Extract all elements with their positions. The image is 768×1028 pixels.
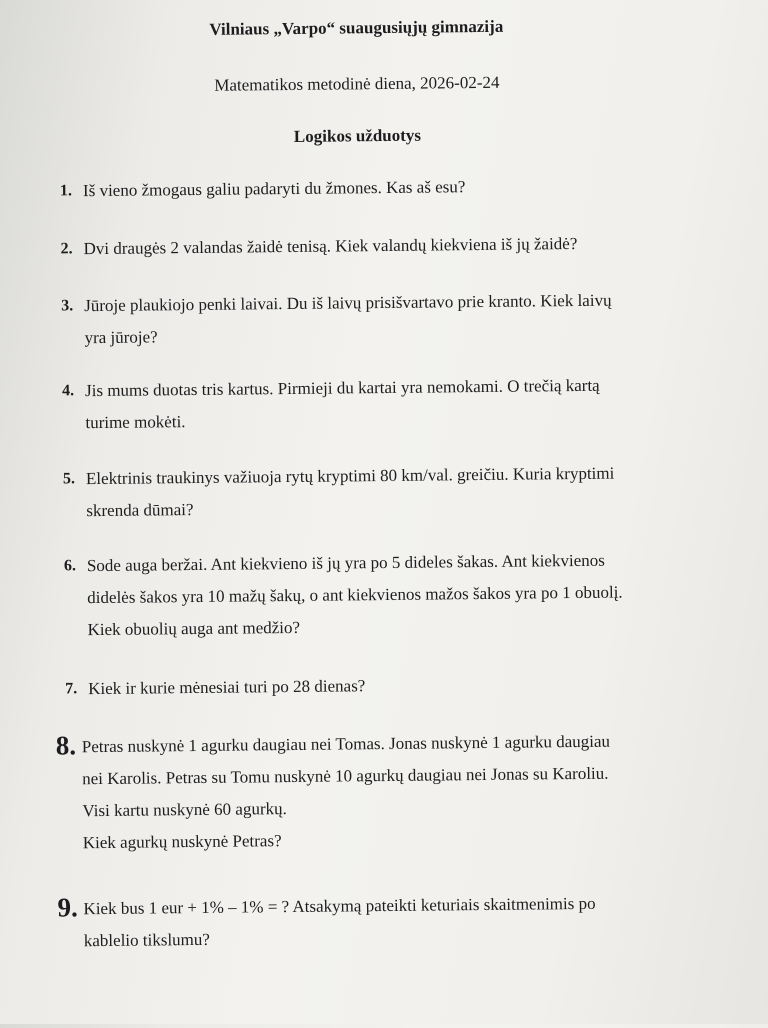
task-8 <box>55 724 727 859</box>
task-9 <box>57 886 728 957</box>
task-number: 4. <box>61 382 75 400</box>
task-line: Jūroje plaukiojo penki laivai. Du iš laivų prisišvartavo prie kranto. Kiek laivų <box>84 290 612 316</box>
task-5 <box>63 456 724 527</box>
task-number: 8. <box>55 730 77 761</box>
task-line: Kiek obuolių auga ant medžio? <box>87 617 301 640</box>
task-text <box>87 543 725 646</box>
task-line: nei Karolis. Petras su Tomu nuskynė 10 agurkų daugiau nei Jonas su Karoliu. <box>82 763 609 789</box>
task-text <box>83 226 720 265</box>
task-line: kablelio tikslumu? <box>83 929 211 951</box>
task-1 <box>60 168 720 207</box>
task-number: 3. <box>61 297 74 315</box>
task-text <box>83 886 728 957</box>
task-number: 7. <box>65 680 78 698</box>
task-text <box>83 168 720 207</box>
task-text <box>84 283 722 354</box>
task-line: Sode auga beržai. Ant kiekvieno iš jų yra po 5 dideles šakas. Ant kiekvienos <box>86 550 605 576</box>
task-line: Dvi draugės 2 valandas žaidė tenisą. Kiek valandų kiekviena iš jų žaidė? <box>83 233 578 259</box>
worksheet-title: Logikos užduotys <box>293 125 422 146</box>
task-line: Kiek agurkų nuskynė Petras? <box>82 831 282 853</box>
task-line: Jis mums duotas tris kartus. Pirmieji du kartai yra nemokami. O trečią kartą <box>84 375 600 401</box>
task-line: Iš vieno žmogaus galiu padaryti du žmones. Kas aš esu? <box>82 177 466 201</box>
task-line: Petras nuskynė 1 agurku daugiau nei Tomas. Jonas nuskynė 1 agurku daugiau <box>81 731 611 757</box>
task-line: Elektrinis traukinys važiuoja rytų kryptimi 80 km/val. greičiu. Kuria kryptimi <box>85 463 615 489</box>
task-line: Kiek ir kurie mėnesiai turi po 28 dienas? <box>88 676 366 699</box>
task-line: didelės šakos yra 10 mažų šakų, o ant kiekvienos mažos šakos yra po 1 obuolį. <box>87 582 623 608</box>
task-line: turime mokėti. <box>85 412 186 433</box>
task-text <box>85 368 723 439</box>
task-number: 6. <box>63 557 76 575</box>
task-line: Visi kartu nuskynė 60 agurkų. <box>82 799 287 821</box>
task-number: 5. <box>62 470 76 488</box>
event-line: Matematikos metodinė diena, 2026-02-24 <box>214 72 500 95</box>
task-text <box>82 724 727 859</box>
task-7 <box>65 666 725 705</box>
task-line: yra jūroje? <box>84 327 158 348</box>
task-text <box>88 666 725 705</box>
task-line: skrenda dūmai? <box>86 500 194 521</box>
task-2 <box>60 226 720 265</box>
task-6 <box>64 543 725 646</box>
task-text <box>86 456 724 527</box>
school-name: Vilniaus „Varpo“ suaugusiųjų gimnazija <box>209 16 504 39</box>
task-number: 2. <box>60 240 73 258</box>
task-4 <box>62 368 723 439</box>
task-line: Kiek bus 1 eur + 1% – 1% = ? Atsakymą pateikti keturiais skaitmenimis po <box>83 893 596 919</box>
task-number: 9. <box>57 892 78 923</box>
task-3 <box>61 283 722 354</box>
task-number: 1. <box>59 182 73 200</box>
